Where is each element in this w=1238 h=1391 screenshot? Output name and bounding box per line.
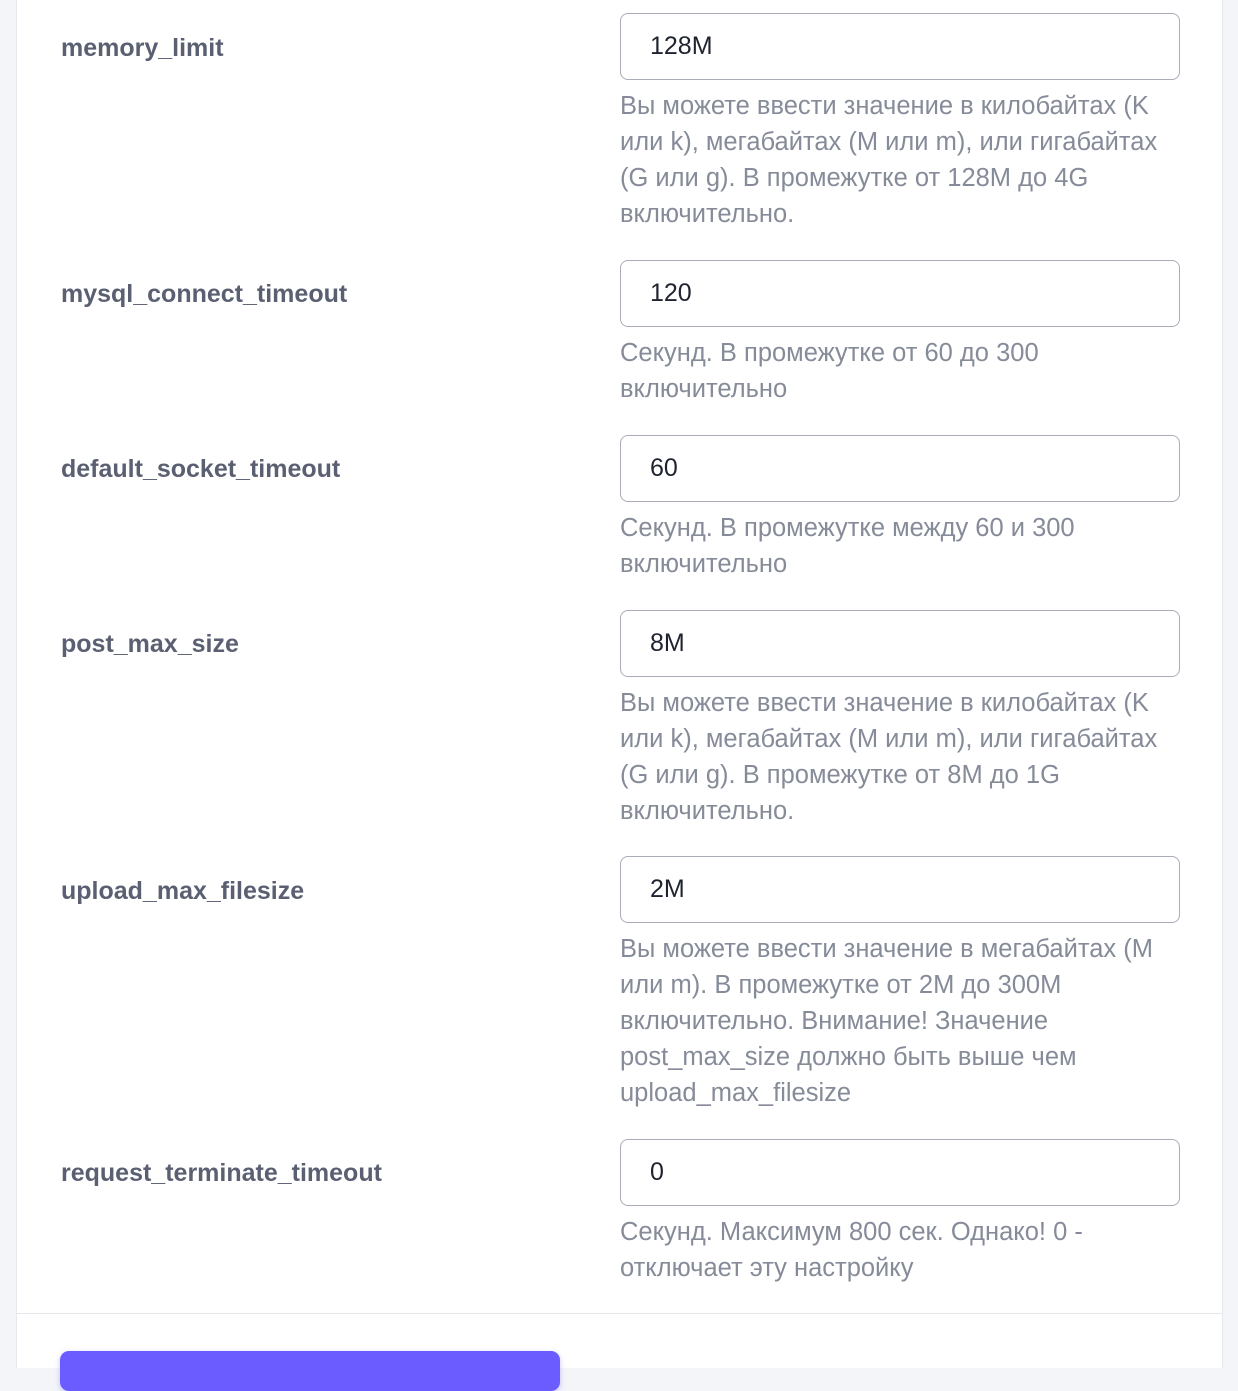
setting-label: memory_limit: [61, 34, 224, 62]
footer-divider: [17, 1313, 1222, 1314]
setting-label: upload_max_filesize: [61, 877, 305, 905]
mysql-connect-timeout-input[interactable]: [620, 260, 1180, 327]
submit-button[interactable]: [60, 1351, 560, 1391]
setting-label: post_max_size: [61, 630, 239, 658]
setting-help-text: Секунд. Максимум 800 сек. Однако! 0 - отключает эту настройку: [620, 1218, 1083, 1282]
request-terminate-timeout-input[interactable]: [620, 1139, 1180, 1206]
upload-max-filesize-input[interactable]: [620, 856, 1180, 923]
setting-help-text: Вы можете ввести значение в килобайтах (K или k), мегабайтах (M или m), или гигабайтах (G или g). В промежутке от 8M до 1G включительно.: [620, 689, 1158, 825]
setting-label: default_socket_timeout: [61, 455, 341, 483]
settings-card: [16, 0, 1223, 1368]
memory-limit-input[interactable]: [620, 13, 1180, 80]
setting-label: request_terminate_timeout: [61, 1159, 382, 1187]
setting-help-text: Секунд. В промежутке от 60 до 300 включительно: [620, 339, 1039, 403]
setting-label: mysql_connect_timeout: [61, 280, 348, 308]
setting-help-text: Вы можете ввести значение в мегабайтах (M или m). В промежутке от 2M до 300M включительно. Внимание! Значение post_max_size должно быть выше чем upload_max_filesize: [620, 935, 1153, 1107]
setting-help-text: Секунд. В промежутке между 60 и 300 включительно: [620, 514, 1075, 578]
default-socket-timeout-input[interactable]: [620, 435, 1180, 502]
setting-help-text: Вы можете ввести значение в килобайтах (K или k), мегабайтах (M или m), или гигабайтах (G или g). В промежутке от 128M до 4G включительно.: [620, 92, 1158, 228]
post-max-size-input[interactable]: [620, 610, 1180, 677]
